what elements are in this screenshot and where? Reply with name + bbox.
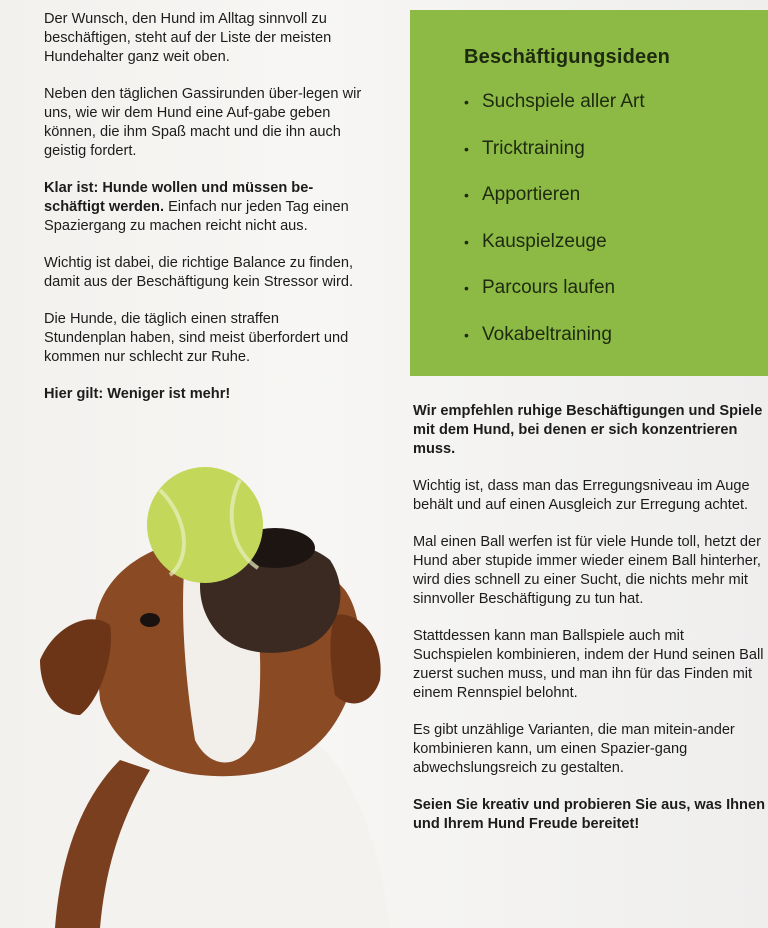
bullet-icon: • [464, 94, 469, 110]
paragraph-creative: Seien Sie kreativ und probieren Sie aus, was Ihnen und Ihrem Hund Freude bereitet! [413, 797, 765, 832]
bullet-icon: • [464, 233, 469, 250]
bullet-icon: • [464, 326, 469, 343]
paragraph-intro: Der Wunsch, den Hund im Alltag sinnvoll zu beschäftigen, steht auf der Liste der meisten Hundehalter ganz weit oben. [44, 11, 332, 65]
list-item [464, 323, 645, 370]
bullet-icon: • [464, 187, 469, 203]
list-item-label: Suchspiele aller Art [482, 91, 645, 112]
paragraph-less-is-more: Hier gilt: Weniger ist mehr! [44, 386, 231, 402]
list-item [464, 90, 645, 137]
paragraph-combine: Stattdessen kann man Ballspiele auch mit Suchspielen kombinieren, indem der Hund seinen Ball zuerst suchen muss, und man ihn für das Finden mit einem Rennspiel belohnt. [413, 628, 764, 701]
list-item-label: Parcours laufen [482, 277, 616, 298]
list-item-label: Tricktraining [482, 137, 585, 159]
bold-statement: Klar ist: Hunde wollen und müssen be-schäftigt werden. [44, 180, 314, 215]
paragraph-clear [44, 179, 364, 236]
paragraph-arousal: Wichtig ist, dass man das Erregungsniveau im Auge behält und auf einen Ausgleich zur Erregung achtet. [413, 478, 750, 513]
paragraph-clear-rest: Einfach nur jeden Tag einen Spaziergang zu machen reicht nicht aus. [44, 199, 349, 234]
list-item-label: Vokabeltraining [482, 323, 612, 345]
list-item [464, 230, 645, 277]
ideas-list [464, 90, 645, 369]
paragraph-recommend: Wir empfehlen ruhige Beschäftigungen und Spiele mit dem Hund, bei denen er sich konzentrieren muss. [413, 403, 763, 457]
paragraph-variants: Es gibt unzählige Varianten, die man mitein-ander kombinieren kann, um einen Spazier-gang abwechslungsreich zu gestalten. [413, 722, 735, 776]
list-item [464, 137, 645, 184]
paragraph-walks: Neben den täglichen Gassirunden über-legen wir uns, wie wir dem Hund eine Auf-gabe geben können, die ihm Spaß macht und die ihn auch geistig fordert. [44, 86, 362, 159]
list-item [464, 183, 645, 230]
paragraph-ball: Mal einen Ball werfen ist für viele Hunde toll, hetzt der Hund aber stupide immer wieder einem Ball hinterher, wird dies schnell zu einer Sucht, die nichts mehr mit sinnvoller Beschäftigung zu tun hat. [413, 534, 761, 607]
bullet-icon: • [464, 280, 469, 296]
paragraph-balance: Wichtig ist dabei, die richtige Balance zu finden, damit aus der Beschäftigung kein Stressor wird. [44, 255, 354, 290]
ideas-title: Beschäftigungsideen [464, 46, 671, 68]
list-item [464, 276, 645, 323]
right-column [413, 402, 765, 852]
paragraph-schedule: Die Hunde, die täglich einen straffen Stundenplan haben, sind meist überfordert und kommen nur schlecht zur Ruhe. [44, 311, 349, 365]
list-item-label: Apportieren [482, 184, 581, 205]
dog-with-tennis-ball-image [0, 440, 400, 928]
list-item-label: Kauspielzeuge [482, 230, 607, 252]
ideas-box [410, 10, 768, 376]
bullet-icon: • [464, 140, 469, 157]
left-column [44, 10, 364, 422]
